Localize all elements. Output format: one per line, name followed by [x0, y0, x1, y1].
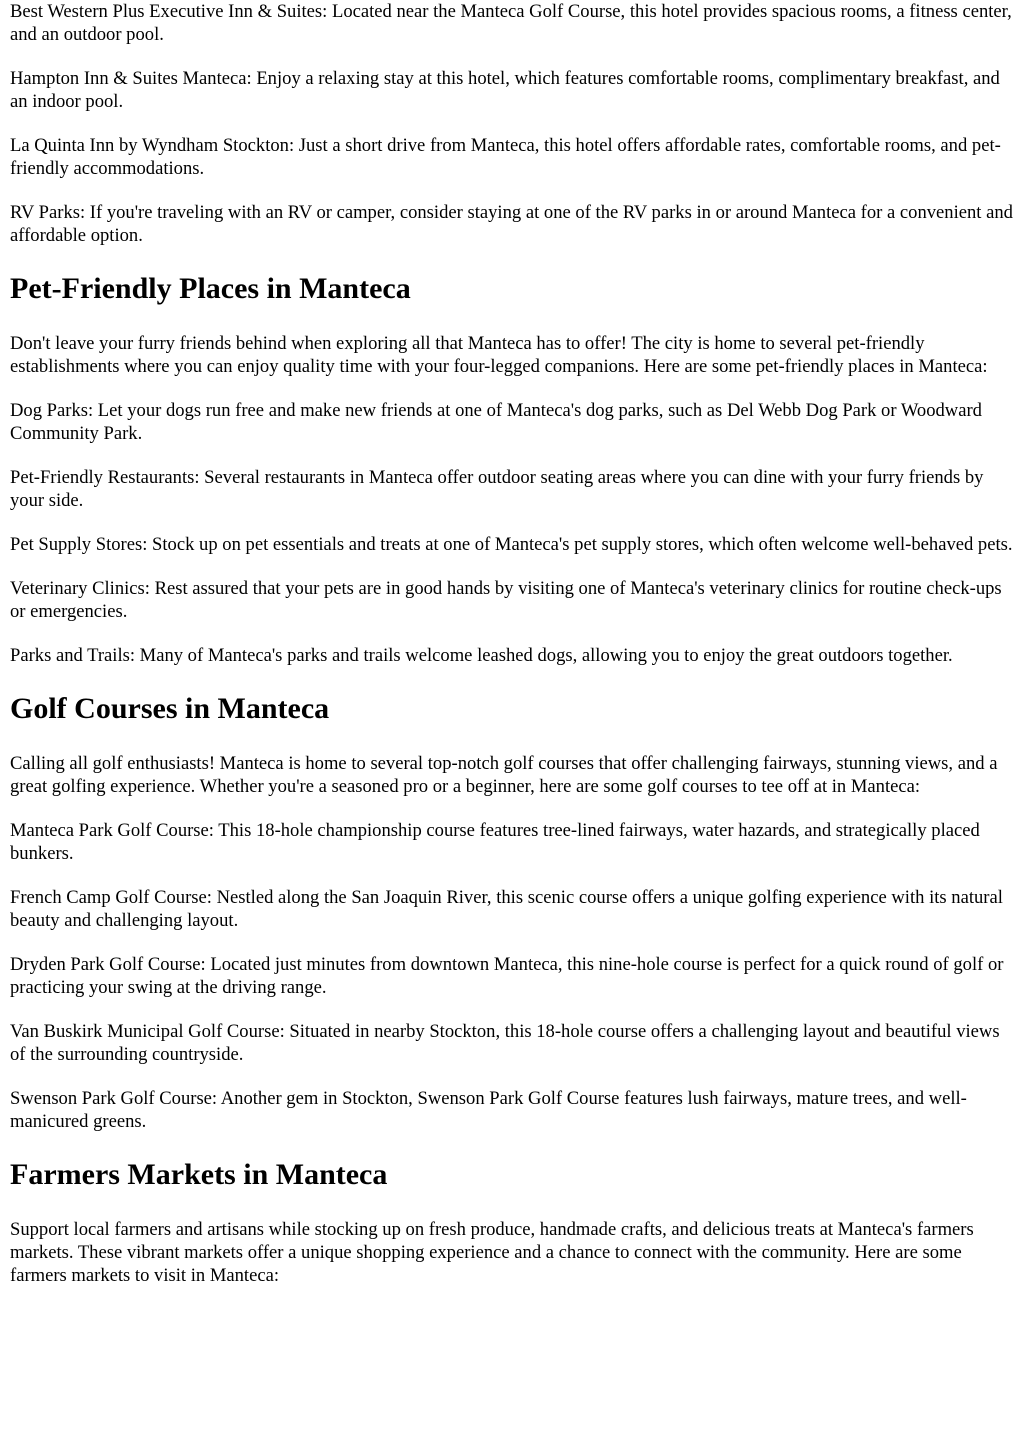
paragraph-golf-intro: Calling all golf enthusiasts! Manteca is home to several top-notch golf courses that offer challenging fairways, stunning views, and a great golfing experience. Whether you're a seasoned pro or a beginner, here are some golf courses to tee off at in Manteca: [10, 753, 998, 797]
paragraph-swenson-park-golf: Swenson Park Golf Course: Another gem in Stockton, Swenson Park Golf Course features lush fairways, mature trees, and well-manicured greens. [10, 1088, 967, 1132]
paragraph-manteca-park-golf: Manteca Park Golf Course: This 18-hole championship course features tree-lined fairways, water hazards, and strategically placed bunkers. [10, 820, 980, 864]
paragraph-dog-parks: Dog Parks: Let your dogs run free and make new friends at one of Manteca's dog parks, such as Del Webb Dog Park or Woodward Community Park. [10, 400, 982, 444]
paragraph-pet-intro: Don't leave your furry friends behind when exploring all that Manteca has to offer! The city is home to several pet-friendly establishments where you can enjoy quality time with your four-legged companions. Here are some pet-friendly places in Manteca: [10, 333, 988, 377]
paragraph-hotel-hampton-inn: Hampton Inn & Suites Manteca: Enjoy a relaxing stay at this hotel, which features comfortable rooms, complimentary breakfast, and an indoor pool. [10, 68, 1000, 112]
section-heading-pet-friendly: Pet-Friendly Places in Manteca [10, 272, 411, 305]
paragraph-pet-restaurants: Pet-Friendly Restaurants: Several restaurants in Manteca offer outdoor seating areas where you can dine with your furry friends by your side. [10, 467, 984, 511]
paragraph-french-camp-golf: French Camp Golf Course: Nestled along the San Joaquin River, this scenic course offers a unique golfing experience with its natural beauty and challenging layout. [10, 887, 1003, 931]
paragraph-pet-supply-stores: Pet Supply Stores: Stock up on pet essentials and treats at one of Manteca's pet supply stores, which often welcome well-behaved pets. [10, 534, 1013, 555]
paragraph-parks-trails: Parks and Trails: Many of Manteca's parks and trails welcome leashed dogs, allowing you to enjoy the great outdoors together. [10, 645, 953, 666]
paragraph-dryden-park-golf: Dryden Park Golf Course: Located just minutes from downtown Manteca, this nine-hole course is perfect for a quick round of golf or practicing your swing at the driving range. [10, 954, 1004, 998]
section-heading-golf-courses: Golf Courses in Manteca [10, 692, 330, 725]
paragraph-van-buskirk-golf: Van Buskirk Municipal Golf Course: Situated in nearby Stockton, this 18-hole course offers a challenging layout and beautiful views of the surrounding countryside. [10, 1021, 1000, 1065]
paragraph-hotel-best-western: Best Western Plus Executive Inn & Suites: Located near the Manteca Golf Course, this hotel provides spacious rooms, a fitness center, and an outdoor pool. [10, 1, 1012, 45]
paragraph-hotel-la-quinta: La Quinta Inn by Wyndham Stockton: Just a short drive from Manteca, this hotel offers affordable rates, comfortable rooms, and pet-friendly accommodations. [10, 135, 1001, 179]
paragraph-farmers-intro: Support local farmers and artisans while stocking up on fresh produce, handmade crafts, and delicious treats at Manteca's farmers markets. These vibrant markets offer a unique shopping experience and a chance to connect with the community. Here are some farmers markets to visit in Manteca: [10, 1219, 974, 1286]
paragraph-veterinary-clinics: Veterinary Clinics: Rest assured that your pets are in good hands by visiting one of Manteca's veterinary clinics for routine check-ups or emergencies. [10, 578, 1002, 622]
paragraph-rv-parks: RV Parks: If you're traveling with an RV or camper, consider staying at one of the RV parks in or around Manteca for a convenient and affordable option. [10, 202, 1013, 246]
section-heading-farmers-markets: Farmers Markets in Manteca [10, 1158, 388, 1191]
